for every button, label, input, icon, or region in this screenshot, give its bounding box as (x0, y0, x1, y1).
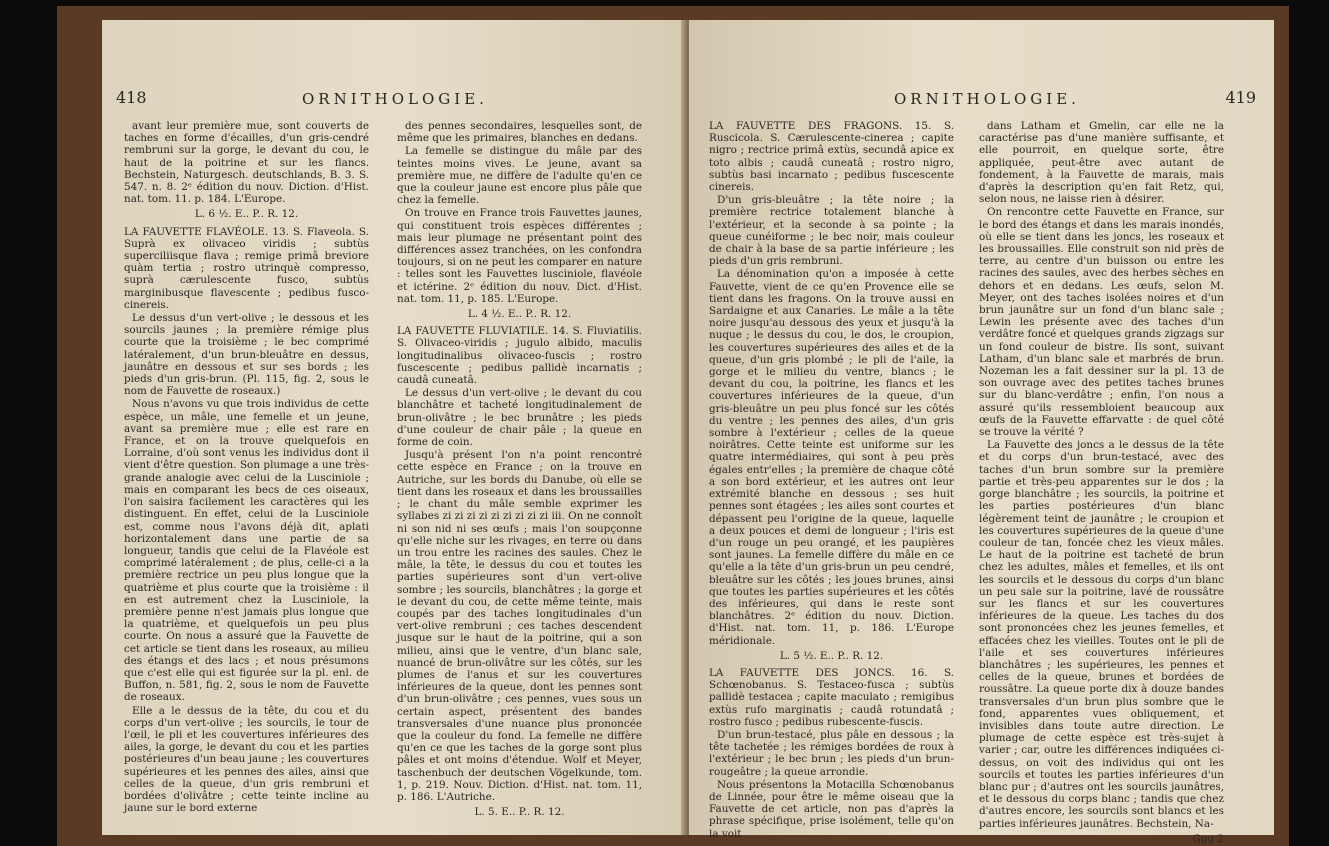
running-head: ORNITHOLOGIE. (302, 90, 488, 108)
left-page (102, 20, 687, 835)
right-page (689, 20, 1274, 845)
paragraph: Le dessus d'un vert-olive ; le dessous et les sourcils jaunes ; la première rémige plus courte que la troisième ; le bec comprimé latéralement, d'un brun-bleuâtre en dessus, jaunâtre en dessous et sur ses bords ; les pieds d'un gris-brun. (Pl. 115, fig. 2, sous le nom de Fauvette de roseaux.) (124, 312, 369, 398)
measurement-line: L. 5 ½. E.. P.. R. 12. (779, 649, 884, 662)
paragraph: Jusqu'à présent l'on n'a point rencontré cette espèce en France ; on la trouve en Autriche, sur les bords du Danube, où elle se tient dans les roseaux et dans les broussailles ; le chant du mâle semble exprimer les syllabes zi zi zi zi zi zi zi zi zi iii. On ne connoît ni son nid ni ses œufs ; mais l'on soupçonne qu'elle niche sur les rivages, en terre ou dans un trou entre les racines des saules. Chez le mâle, la tête, le dessus du cou et toutes les parties supérieures sont d'un vert-olive sombre ; les sourcils, blanchâtres ; la gorge et le devant du cou, de cette même teinte, mais coupés par des taches longitudinales d'un vert-olive rembruni ; ces taches descendent jusque sur le haut de la poitrine, qui a son milieu, ainsi que le ventre, d'un blanc sale, nuancé de brun-olivâtre sur les côtés, sur les plumes de l'anus et sur les couvertures inférieures de la queue, dont les pennes sont d'un brun-olivâtre ; ces pennes, vues sous un certain aspect, présentent des bandes transversales d'une nuance plus prononcée que la couleur du fond. La femelle ne diffère qu'en ce que les taches de la gorge sont plus pâles et ont moins d'étendue. Wolf et Meyer, taschenbuch der deutschen Vögelkunde, tom. 1, p. 219. Nouv. Diction. d'Hist. nat. tom. 11, p. 186. L'Autriche. (397, 449, 642, 803)
page-number: 419 (1225, 88, 1256, 107)
running-head: ORNITHOLOGIE. (894, 90, 1080, 108)
paragraph: dans Latham et Gmelin, car elle ne la caractérise pas d'une manière suffisante, et elle pourroit, en quelque sorte, être appliquée, peut-être avec autant de fondement, à la Fauvette de marais, mais d'après la description qu'en fait Retz, qui, selon nous, ne laisse rien à désirer. (979, 120, 1224, 206)
paragraph: Elle a le dessus de la tête, du cou et du corps d'un vert-olive ; les sourcils, le tour de l'œil, le pli et les couvertures inférieures des ailes, la gorge, le devant du cou et les parties postérieures d'un beau jaune ; les couvertures supérieures et les pennes des ailes, ainsi que celles de la queue, d'un gris rembruni et bordées d'olivâtre ; cette teinte incline au jaune sur le bord externe (124, 704, 369, 815)
page-number: 418 (116, 88, 147, 107)
text-column-1 (709, 120, 954, 841)
book-spread (57, 6, 1289, 846)
species-heading: LA FAUVETTE FLUVIATILE. 14. S. Fluviatilis. S. Olivaceo-viridis ; jugulo albido, maculis longitudinalibus olivaceo-fuscis ; rostro fuscescente ; pedibus pallidè incarnatis ; caudâ cuneatâ. (397, 325, 642, 387)
paragraph: On trouve en France trois Fauvettes jaunes, qui constituent trois espèces différentes ; mais leur plumage ne présentant point des différences assez tranchées, on les confondra toujours, si on ne peut les comparer en nature : telles sont les Fauvettes lusciniole, flavéole et ictérine. 2ᵉ édition du nouv. Dict. d'Hist. nat. tom. 11, p. 185. L'Europe. (397, 207, 642, 305)
measurement-line: L. 6 ½. E.. P.. R. 12. (194, 208, 299, 221)
paragraph: La femelle se distingue du mâle par des teintes moins vives. Le jeune, avant sa première mue, ne diffère de l'adulte qu'en ce que la couleur jaune est encore plus pâle que chez la femelle. (397, 145, 642, 207)
paragraph: Nous présentons la Motacilla Schœnobanus de Linnée, pour être le même oiseau que la Fauvette de cet article, non pas d'après la phrase spécifique, prise isolément, telle qu'on la voit (709, 778, 954, 840)
species-heading: LA FAUVETTE DES FRAGONS. 15. S. Ruscicola. S. Cærulescente-cinerea ; capite nigro ; rectrice primâ extùs, secundâ apice ex toto albis ; caudâ cuneatâ ; rostro nigro, subtùs basi incarnato ; pedibus fuscescente cinereis. (709, 120, 954, 194)
paragraph: On rencontre cette Fauvette en France, sur le bord des étangs et dans les marais inondés, où elle se tient dans les joncs, les roseaux et les broussailles. Elle construit son nid près de terre, au centre d'un buisson ou entre les racines des saules, avec des herbes sèches en dehors et en dedans. Les œufs, selon M. Meyer, ont des taches isolées noires et d'un brun jaunâtre sur un fond d'un blanc sale ; Lewin les présente avec des taches d'un verdâtre foncé et quelques grands zigzags sur un fond couleur de bistre. Ils sont, suivant Latham, d'un blanc sale et marbrés de brun. Nozeman les a fait dessiner sur la pl. 13 de son ouvrage avec des petites taches brunes sur du blanc-verdâtre ; enfin, l'on nous a assuré qu'ils ressembloient beaucoup aux œufs de la Fauvette effarvatte : de quel côté se trouve la vérité ? (979, 206, 1224, 439)
text-column-1 (124, 120, 369, 815)
species-heading: LA FAUVETTE FLAVÉOLE. 13. S. Flaveola. S. Suprà ex olivaceo viridis ; subtùs superciliisque flava ; remige primâ breviore quàm tertia ; rostro utrinquè compresso, suprà cærulescente fusco, subtùs marginibusque flavescente ; pedibus fusco-cinereis. (124, 225, 369, 311)
signature-mark: Ggg 2 (1192, 832, 1224, 845)
paragraph: D'un brun-testacé, plus pâle en dessous ; la tête tachetée ; les rémiges bordées de roux à l'extérieur ; le bec brun ; les pieds d'un brun-rougeâtre ; la queue arrondie. (709, 728, 954, 778)
paragraph: avant leur première mue, sont couverts de taches en forme d'écailles, d'un gris-cendré rembruni sur la gorge, le devant du cou, le haut de la poitrine et sur les flancs. Bechstein, Naturgesch. deutschlands, B. 3. S. 547. n. 8. 2ᵉ édition du nouv. Diction. d'Hist. nat. tom. 11. p. 184. L'Europe. (124, 120, 369, 206)
paragraph: La Fauvette des joncs a le dessus de la tête et du corps d'un brun-testacé, avec des taches d'un brun sombre sur la première partie et très-peu apparentes sur le dos ; la gorge blanchâtre ; les sourcils, la poitrine et les parties postérieures d'un blanc légèrement teint de jaunâtre ; le croupion et les couvertures supérieures de la queue d'une couleur de tan, foncée chez les vieux mâles. Le haut de la poitrine est tacheté de brun chez les adultes, mâles et femelles, et ils ont les sourcils et le dessous du corps d'un blanc un peu sale sur la poitrine, lavé de roussâtre sur les flancs et sur les couvertures inférieures de la queue. Les taches du dos sont prononcées chez les jeunes femelles, et effacées chez les vieilles. Toutes ont le pli de l'aile et ses couvertures inférieures blanchâtres ; les supérieures, les pennes et celles de la queue, brunes et bordées de roussâtre. La queue porte dix à douze bandes transversales d'un brun plus sombre que le fond, apparentes vues obliquement, et invisibles dans toute autre direction. Le plumage de cette espèce est très-sujet à varier ; car, outre les différences indiquées ci-dessus, on voit des individus qui ont les sourcils et toutes les parties inférieures d'un blanc pur ; d'autres ont les sourcils jaunâtres, et le dessous du corps blanc ; tandis que chez d'autres encore, les sourcils sont blancs et les parties inférieures jaunâtres. Bechstein, Na- (979, 439, 1224, 830)
paragraph: La dénomination qu'on a imposée à cette Fauvette, vient de ce qu'en Provence elle se tient dans les fragons. On la trouve aussi en Sardaigne et aux Canaries. Le mâle a la tête noire jusqu'au dessous des yeux et jusqu'à la nuque ; le dessus du cou, le dos, le croupion, les couvertures supérieures des ailes et de la queue, d'un gris plombé ; le pli de l'aile, la gorge et le milieu du ventre, blancs ; le devant du cou, la poitrine, les flancs et les couvertures inférieures de la queue, d'un gris-bleuâtre un peu plus foncé sur les côtés du ventre ; les pennes des ailes, d'un gris sombre à l'extérieur ; celles de la queue noirâtres. Cette teinte est uniforme sur les quatre intermédiaires, qui sont à peu près égales entr'elles ; la première de chaque côté a son bord extérieur, et les autres ont leur extrémité blanche en dessous ; ses huit pennes sont étagées ; les ailes sont courtes et dépassent peu l'origine de la queue, laquelle a deux pouces et demi de longueur ; l'iris est d'un rouge un peu orangé, et les paupières sont jaunes. La femelle diffère du mâle en ce qu'elle a la tête d'un gris-brun un peu cendré, bleuâtre sur les côtés ; les joues brunes, ainsi que toutes les parties supérieures et les côtés des inférieures, qui dans le reste sont blanchâtres. 2ᵉ édition du nouv. Diction. d'Hist. nat. tom. 11, p. 186. L'Europe méridionale. (709, 268, 954, 647)
species-heading: LA FAUVETTE DES JONCS. 16. S. Schœnobanus. S. Testaceo-fusca ; subtùs pallidè testacea ; capite maculato ; remigibus extùs rufo marginatis ; caudâ rotundatâ ; rostro fusco ; pedibus rubescente-fuscis. (709, 666, 954, 728)
measurement-line: L. 4 ½. E.. P.. R. 12. (467, 308, 572, 321)
paragraph: Le dessus d'un vert-olive ; le devant du cou blanchâtre et tacheté longitudinalement de brun-olivâtre ; le bec brunâtre ; les pieds d'une couleur de chair pâle ; la queue en forme de coin. (397, 387, 642, 449)
paragraph: Nous n'avons vu que trois individus de cette espèce, un mâle, une femelle et un jeune, avant sa première mue ; elle est rare en France, et on la trouve quelquefois en Lorraine, d'où sont venus les individus dont il vient d'être question. Son plumage a une très-grande analogie avec celui de la Lusciniole ; mais en comparant les becs de ces oiseaux, l'on saisira facilement les caractères qui les distinguent. En effet, celui de la Lusciniole est, comme nous l'avons déjà dit, aplati horizontalement dans une partie de sa longueur, tandis que celui de la Flavéole est comprimé latéralement ; de plus, celle-ci a la première rectrice un peu plus longue que la quatrième et plus courte que la troisième : il en est autrement chez la Lusciniole, la première penne n'est jamais plus longue que la quatrième, et quelquefois un peu plus courte. On nous a assuré que la Fauvette de cet article se tient dans les roseaux, au milieu des étangs et des lacs ; et nous présumons que c'est elle qui est figurée sur la pl. enl. de Buffon, n. 581, fig. 2, sous le nom de Fauvette de roseaux. (124, 398, 369, 704)
text-column-2 (979, 120, 1224, 845)
paragraph: D'un gris-bleuâtre ; la tête noire ; la première rectrice totalement blanche à l'extérieur, et la seconde à sa pointe ; la queue cunéiforme ; le bec noir, mais couleur de chair à la base de sa partie inférieure ; les pieds d'un gris rembruni. (709, 194, 954, 268)
measurement-line: L. 5. E.. P.. R. 12. (474, 806, 565, 819)
paragraph: des pennes secondaires, lesquelles sont, de même que les primaires, blanches en dedans. (397, 120, 642, 145)
text-column-2 (397, 120, 642, 823)
